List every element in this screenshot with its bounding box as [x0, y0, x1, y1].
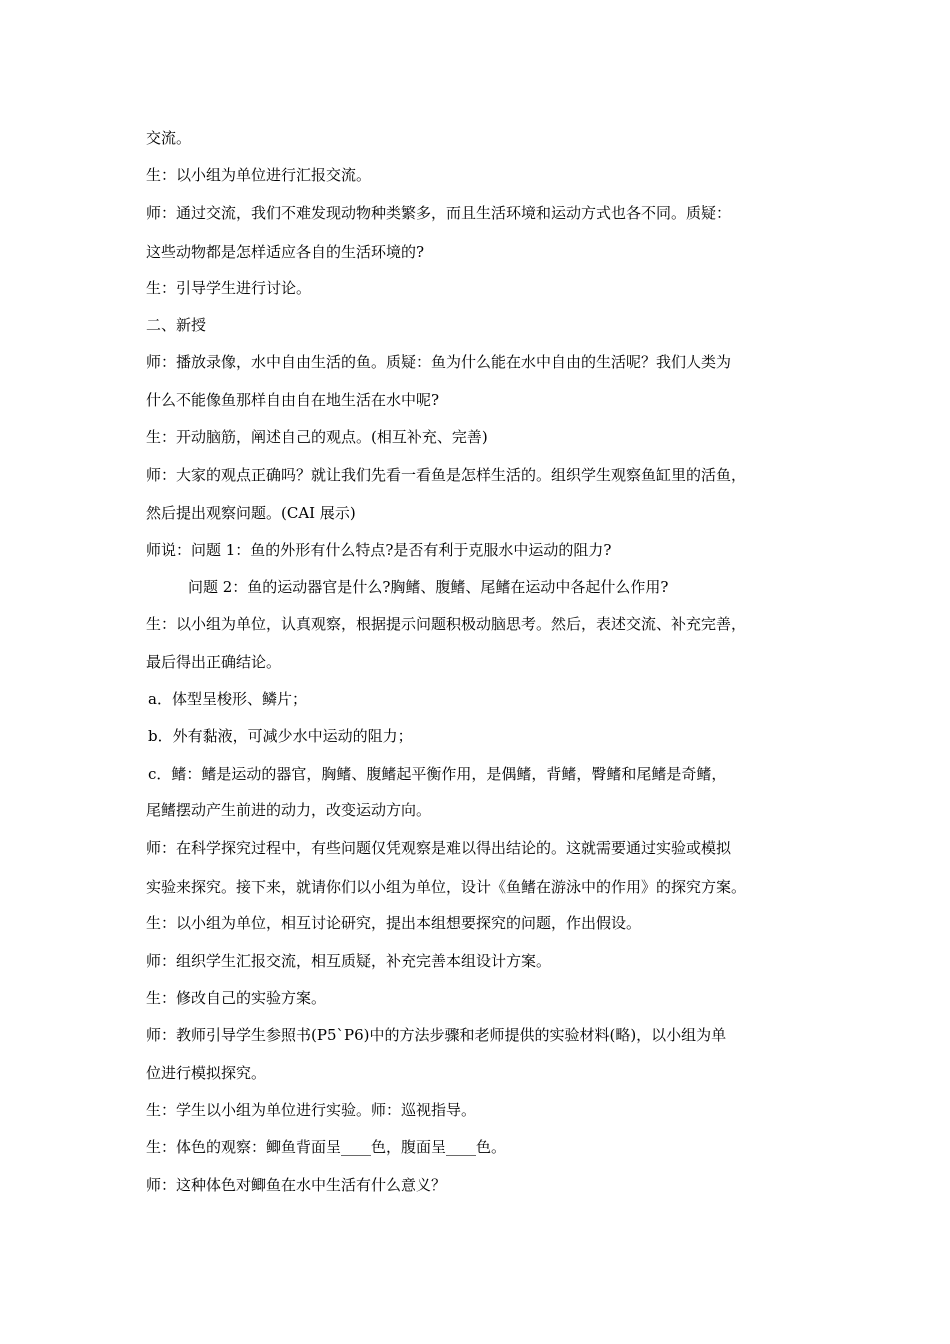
text-line: 师：大家的观点正确吗？就让我们先看一看鱼是怎样生活的。组织学生观察鱼缸里的活鱼，: [146, 466, 747, 484]
text-line: 生：开动脑筋，阐述自己的观点。(相互补充、完善): [146, 428, 488, 446]
text-line: 师：在科学探究过程中，有些问题仅凭观察是难以得出结论的。这就需要通过实验或模拟: [146, 839, 732, 857]
text-line: 这些动物都是怎样适应各自的生活环境的?: [146, 243, 425, 261]
text-line: 师：通过交流，我们不难发现动物种类繁多，而且生活环境和运动方式也各不同。质疑：: [146, 204, 732, 222]
text-line: 师：播放录像，水中自由生活的鱼。质疑：鱼为什么能在水中自由的生活呢？我们人类为: [146, 353, 732, 371]
text-line: 生：修改自己的实验方案。: [146, 989, 327, 1007]
text-line: 最后得出正确结论。: [146, 653, 282, 671]
text-line: 什么不能像鱼那样自由自在地生活在水中呢?: [146, 391, 440, 409]
text-line: 位进行模拟探究。: [146, 1064, 267, 1082]
text-line: 师：这种体色对鲫鱼在水中生活有什么意义？: [146, 1176, 447, 1194]
text-line: 师：组织学生汇报交流，相互质疑，补充完善本组设计方案。: [146, 952, 552, 970]
text-line: 生：以小组为单位，认真观察，根据提示问题积极动脑思考。然后，表述交流、补充完善，: [146, 615, 747, 633]
text-line: 然后提出观察问题。(CAI 展示): [146, 504, 356, 522]
list-item: b．外有黏液，可减少水中运动的阻力；: [148, 727, 413, 745]
text-line: 尾鳍摆动产生前进的动力，改变运动方向。: [146, 801, 432, 819]
text-line: 师说：问题 1：鱼的外形有什么特点?是否有利于克服水中运动的阻力?: [146, 541, 612, 559]
text-line: 交流。: [146, 129, 192, 147]
text-line: 师：教师引导学生参照书(P5`P6)中的方法步骤和老师提供的实验材料(略)，以小组为单: [146, 1026, 727, 1044]
text-line: 生：以小组为单位，相互讨论研究，提出本组想要探究的问题，作出假设。: [146, 914, 642, 932]
text-line: 实验来探究。接下来，就请你们以小组为单位，设计《鱼鳍在游泳中的作用》的探究方案。: [146, 878, 747, 896]
text-line: 生：引导学生进行讨论。: [146, 279, 312, 297]
list-item: a．体型呈梭形、鳞片；: [148, 690, 307, 708]
text-line: 问题 2：鱼的运动器官是什么?胸鳍、腹鳍、尾鳍在运动中各起什么作用?: [188, 578, 669, 596]
list-item: c．鳍：鳍是运动的器官，胸鳍、腹鳍起平衡作用，是偶鳍，背鳍，臀鳍和尾鳍是奇鳍，: [148, 765, 727, 783]
text-line: 生：学生以小组为单位进行实验。师：巡视指导。: [146, 1101, 477, 1119]
text-line: 生：体色的观察：鲫鱼背面呈____色，腹面呈____色。: [146, 1138, 507, 1156]
text-line: 生：以小组为单位进行汇报交流。: [146, 166, 372, 184]
section-heading: 二、新授: [146, 316, 207, 334]
